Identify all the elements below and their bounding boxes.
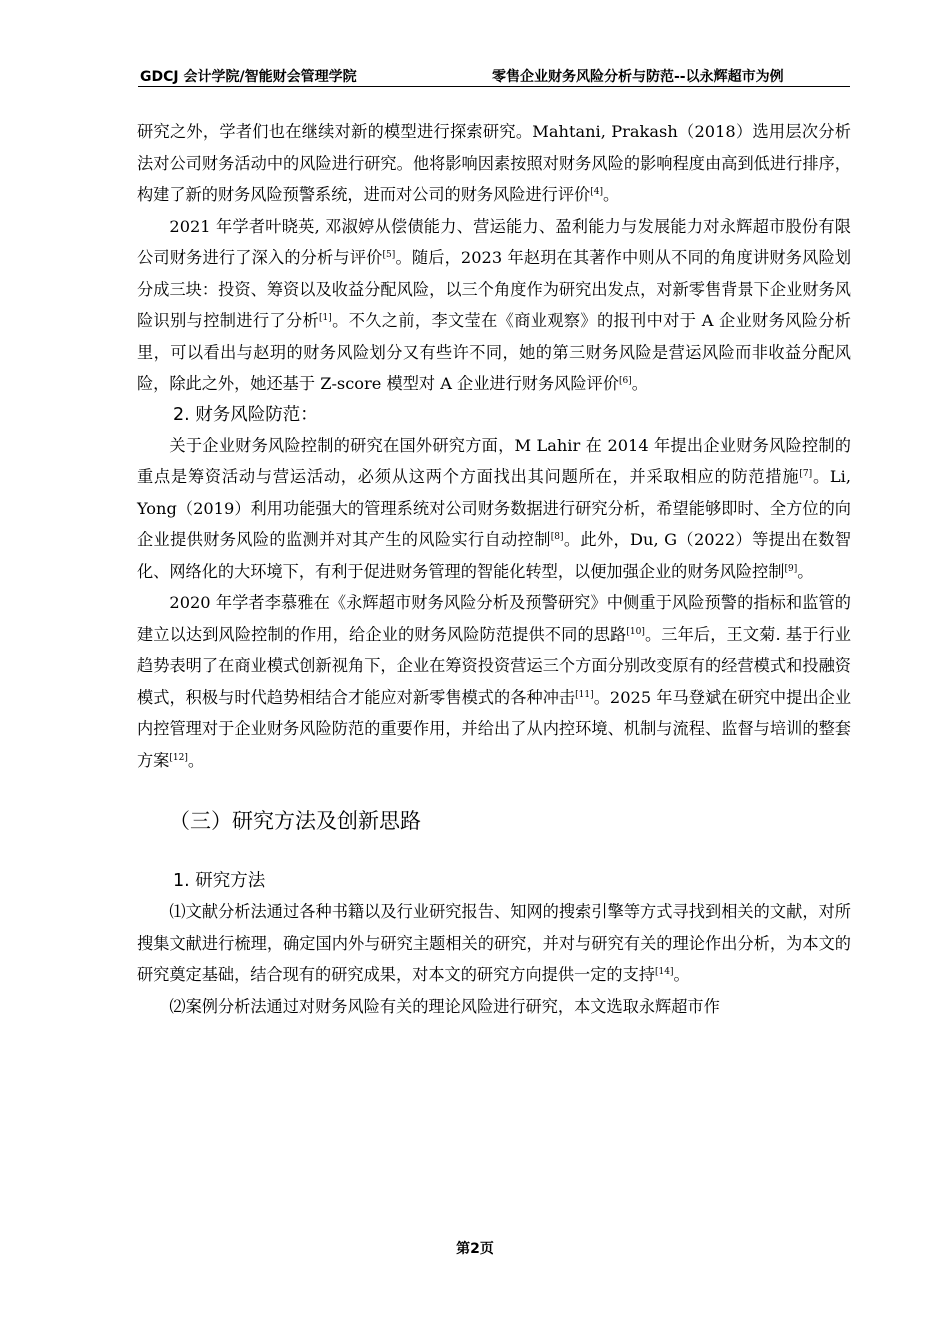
paragraph-case-analysis: ⑵案例分析法通过对财务风险有关的理论风险进行研究，本文选取永辉超市作 — [169, 996, 720, 1016]
header-right-text: 零售企业财务风险分析与防范--以永辉超市为例 — [492, 69, 784, 85]
header-divider — [138, 86, 850, 87]
page-number: 第2页 — [456, 1241, 494, 1257]
citation: [1] — [319, 313, 332, 323]
citation: [4] — [590, 187, 603, 197]
body-content — [137, 116, 851, 1022]
citation: [10] — [626, 626, 645, 637]
heading-section-3: （三）研究方法及创新思路 — [169, 809, 421, 833]
citation: [12] — [169, 752, 188, 763]
paragraph-domestic-risk-control: 2020 年学者李慕雅在《永辉超市财务风险分析及预警研究》中侧重于风险预警的指标和监管的建立以达到风险控制的作用，给企业的财务风险防范提供不同的思路[10]。三年后，王文菊. 基于行业趋势表明了在商业模式创新视角下，企业在筹资投资营运三个方面分别改变原有的经营模式和投融资模式，积极与时代趋势相结合才能应对新零售模式的各种冲击[11]。2025 年马登斌在研究中提出企业内控管理对于企业财务风险防范的重要作用，并给出了从内控环境、机制与流程、监督与培训的整套方案[12]。 — [137, 593, 852, 770]
citation: [6] — [618, 376, 632, 386]
paragraph-foreign-risk-control: 关于企业财务风险控制的研究在国外研究方面，M Lahir 在 2014 年提出企业财务风险控制的重点是筹资活动与营运活动，必须从这两个方面找出其问题所在，并采取相应的防范措施[7]。Li, Yong（2019）利用功能强大的管理系统对公司财务数据进行研究分析，希望能够即时、全方位的向企业提供财务风险的监测并对其产生的风险实行自动控制[8]。此外，Du, G（2022）等提出在数智化、网络化的大环境下，有利于促进财务管理的智能化转型，以便加强企业的财务风险控制[9]。 — [137, 435, 852, 581]
citation: [5] — [382, 250, 396, 260]
citation: [8] — [550, 532, 564, 542]
citation: [14] — [655, 967, 674, 977]
heading-research-methods: 1. 研究方法 — [173, 871, 266, 891]
header-left-text: GDCJ 会计学院/智能财会管理学院 — [140, 69, 357, 85]
citation: [9] — [784, 563, 798, 574]
paragraph-domestic-research: 2021 年学者叶晓英, 邓淑婷从偿债能力、营运能力、盈利能力与发展能力对永辉超市股份有限公司财务进行了深入的分析与评价[5]。随后，2023 年赵玥在其著作中则从不同的角度讲财务风险划分成三块：投资、筹资以及收益分配风险，以三个角度作为研究出发点，对新零售背景下企业财务风险识别与控制进行了分析[1]。不久之前，李文莹在《商业观察》的报刊中对于 A 企业财务风险分析里，可以看出与赵玥的财务风险划分又有些许不同，她的第三财务风险是营运风险而非收益分配风险，除此之外，她还基于 Z-score 模型对 A 企业进行财务风险评价[6]。 — [137, 216, 852, 393]
citation: [7] — [799, 469, 813, 479]
heading-financial-risk-prevention: 2. 财务风险防范： — [173, 404, 318, 425]
citation: [11] — [575, 689, 594, 700]
paragraph-literature-analysis: ⑴文献分析法通过各种书籍以及行业研究报告、知网的搜索引擎等方式寻找到相关的文献，对所搜集文献进行梳理，确定国内外与研究主题相关的研究，并对与研究有关的理论作出分析，为本文的研究奠定基础，结合现有的研究成果，对本文的研究方向提供一定的支持[14]。 — [137, 902, 851, 984]
paragraph-model-research: 研究之外，学者们也在继续对新的模型进行探索研究。Mahtani, Prakash（2018）选用层次分析法对公司财务活动中的风险进行研究。他将影响因素按照对财务风险的影响程度由高到低进行排序，构建了新的财务风险预警系统，进而对公司的财务风险进行评价[4]。 — [137, 122, 851, 204]
